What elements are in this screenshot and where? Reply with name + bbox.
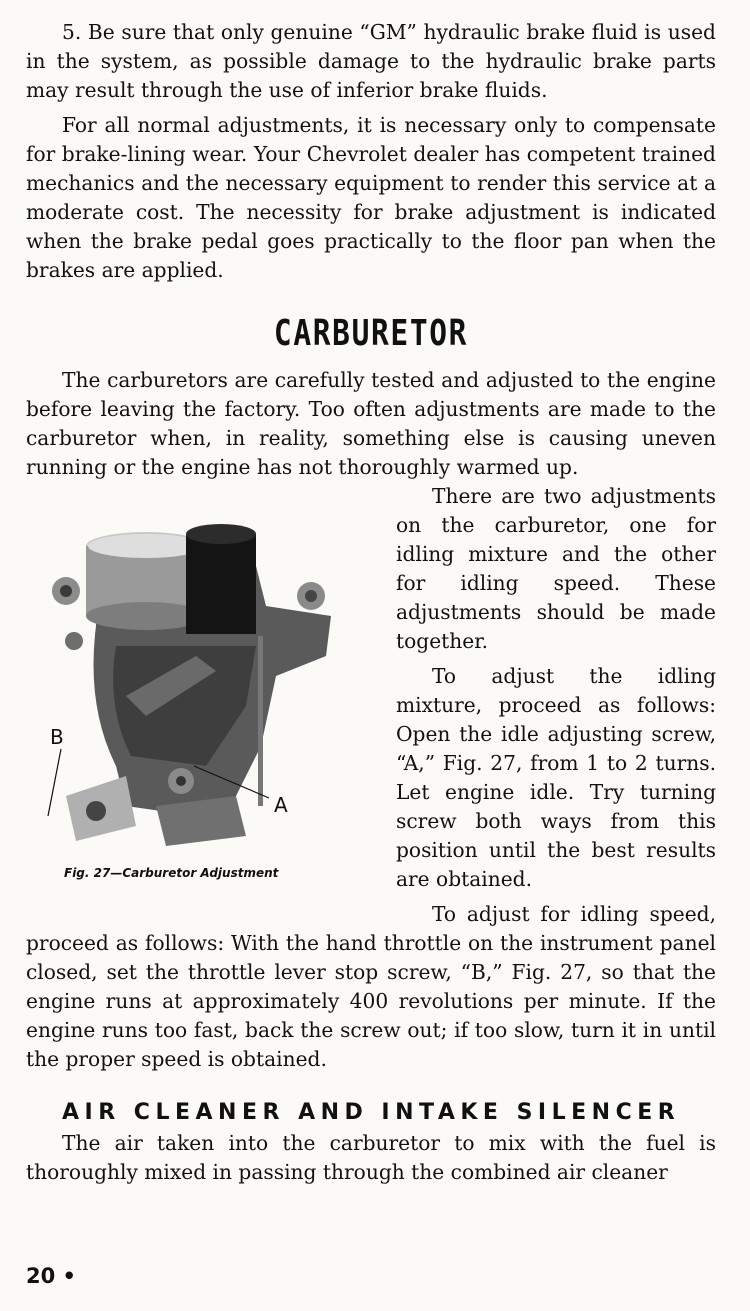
page-number: 20 • [26,1264,76,1288]
carburetor-heading: CARBURETOR [273,313,469,354]
figure-section [26,482,716,1074]
figure-caption: Fig. 27—Carburetor Adjustment [64,866,279,880]
brake-fluid-paragraph: 5. Be sure that only genuine “GM” hydraulic brake fluid is used in the system, as possible damage to the hydraulic brake parts may result through the use of inferior brake fluids. [26,20,716,102]
label-a: A [274,793,288,817]
air-cleaner-paragraph: The air taken into the carburetor to mix with the fuel is thoroughly mixed in passing through the combined air cleaner [26,1131,716,1184]
carburetor-illustration [26,506,346,851]
carburetor-figure [26,486,361,906]
air-cleaner-heading: AIR CLEANER AND INTAKE SILENCER [62,1100,681,1125]
page-body [26,18,716,1187]
idling-speed-paragraph: To adjust for idling speed, proceed as follows: With the hand throttle on the instrument panel closed, set the throttle lever stop screw, “B,” Fig. 27, so that the engine runs at approximately 400 revolutions per minute. If the engine runs too fast, back the screw out; if too slow, turn it in until the proper speed is obtained. [26,902,716,1071]
label-b: B [50,725,64,749]
brake-adjustment-paragraph: For all normal adjustments, it is necessary only to compensate for brake-lining wear. Your Chevrolet dealer has competent trained mechanics and the necessary equipment to render this service at a moderate cost. The necessity for brake adjustment is indicated when the brake pedal goes practically to the floor pan when the brakes are applied. [26,113,716,282]
two-adjustments-paragraph: There are two adjustments on the carburetor, one for idling mixture and the other for idling speed. These adjustments should be made together. [396,484,716,653]
idling-mixture-paragraph: To adjust the idling mixture, proceed as follows: Open the idle adjusting screw, “A,” Fig. 27, from 1 to 2 turns. Let engine idle. Try turning screw both ways from this position until the best results are obtained. [396,664,716,891]
carburetor-intro-paragraph: The carburetors are carefully tested and adjusted to the engine before leaving the factory. Too often adjustments are made to the carburetor when, in reality, something else is causing uneven running or the engine has not thoroughly warmed up. [26,368,716,479]
